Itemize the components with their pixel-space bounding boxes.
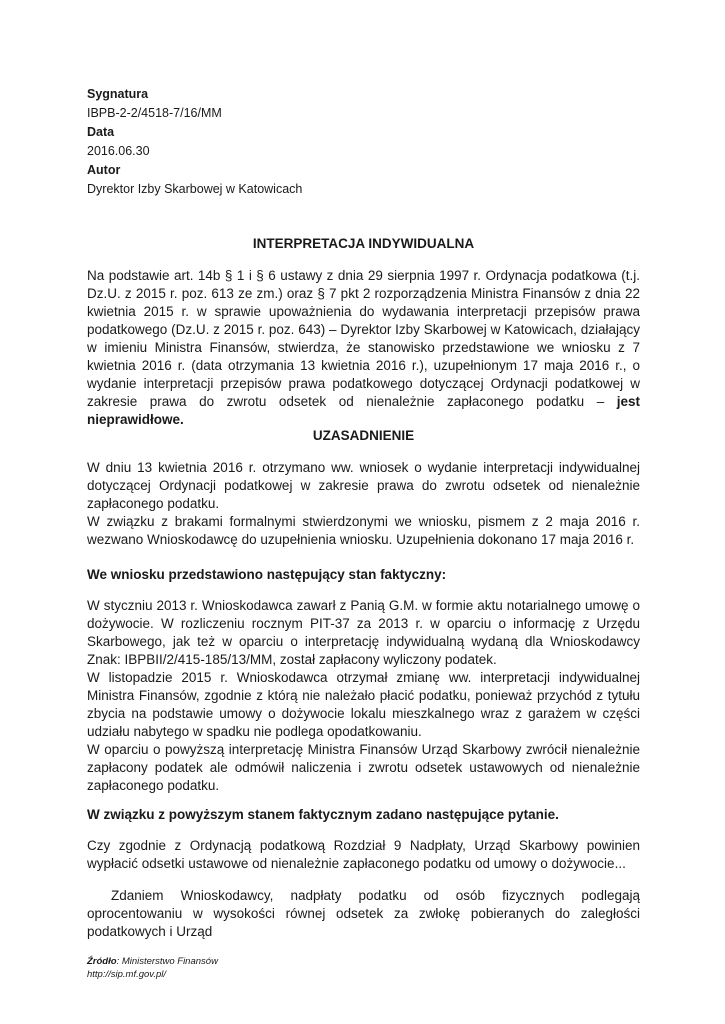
sygnatura-value: IBPB-2-2/4518-7/16/MM [87, 106, 222, 120]
stan-section [87, 597, 640, 795]
source-url: http://sip.mf.gov.pl/ [87, 969, 167, 980]
stan-heading: We wniosku przedstawiono następujący stan faktyczny: [87, 567, 447, 582]
data-value: 2016.06.30 [87, 144, 150, 158]
document-title: INTERPRETACJA INDYWIDUALNA [252, 236, 475, 251]
intro-text: Na podstawie art. 14b § 1 i § 6 ustawy z dnia 29 sierpnia 1997 r. Ordynacja podatkowa (t.j. Dz.U. z 2015 r. poz. 613 ze zm.) oraz § 7 pkt 2 rozporządzenia Ministra Finansów z dnia 22 kwietnia 2015 r. w sprawie upoważnienia do wydawania interpretacji przepisów prawa podatkowego (Dz.U. z 2015 r. poz. 643) – Dyrektor Izby Skarbowej w Katowicach, działający w imieniu Ministra Finansów, stwierdza, że stanowisko przedstawione we wniosku z 7 kwietnia 2016 r. (data otrzymania 13 kwietnia 2016 r.), uzupełnionym 17 maja 2016 r., o wydanie interpretacji przepisów prawa podatkowego dotyczącej Ordynacji podatkowej w zakresie prawa do zwrotu odsetek od nienależnie zapłaconego podatku – [87, 268, 640, 409]
uzasadnienie-paragraph: W związku z brakami formalnymi stwierdzonymi we wniosku, pismem z 2 maja 2016 r. wezwano Wnioskodawcę do uzupełnienia wniosku. Uzupełnienia dokonano 17 maja 2016 r. [87, 514, 640, 547]
stan-paragraph: W oparciu o powyższą interpretację Ministra Finansów Urząd Skarbowy zwrócił nienależnie zapłacony podatek ale odmówił naliczenia i zwrotu odsetek ustawowych od nienależnie zapłaconego podatku. [87, 742, 640, 793]
autor-value: Dyrektor Izby Skarbowej w Katowicach [87, 182, 303, 196]
pytanie-paragraph: Czy zgodnie z Ordynacją podatkową Rozdział 9 Nadpłaty, Urząd Skarbowy powinien wypłacić odsetki ustawowe od nienależnie zapłaconego podatku od umowy o dożywocie... [87, 838, 640, 871]
source-value: : Ministerstwo Finansów [116, 956, 218, 967]
uzasadnienie-paragraph: W dniu 13 kwietnia 2016 r. otrzymano ww. wniosek o wydanie interpretacji indywidualnej dotyczącej Ordynacji podatkowej w zakresie prawa do zwrotu odsetek od nienależnie zapłaconego podatku. [87, 460, 640, 511]
intro-verdict: jest nieprawidłowe. [87, 394, 640, 427]
metadata-block [87, 85, 302, 199]
sygnatura-label: Sygnatura [87, 87, 149, 101]
autor-label: Autor [87, 163, 121, 177]
uzasadnienie-section [87, 459, 640, 549]
intro-paragraph [87, 267, 640, 429]
source-label: Źródło [87, 956, 117, 967]
source-footer [87, 955, 218, 981]
pytanie-heading: W związku z powyższym stanem faktycznym zadano następujące pytanie. [87, 807, 559, 822]
uzasadnienie-heading: UZASADNIENIE [312, 428, 415, 443]
stanowisko-paragraph: Zdaniem Wnioskodawcy, nadpłaty podatku od osób fizycznych podlegają oprocentowaniu w wysokości równej odsetek za zwłokę pobieranych do zaległości podatkowych i Urząd [87, 888, 640, 939]
stan-paragraph: W listopadzie 2015 r. Wnioskodawca otrzymał zmianę ww. interpretacji indywidualnej Ministra Finansów, zgodnie z którą nie należało płacić podatku, ponieważ przychód z tytułu zbycia na podstawie umowy o dożywocie lokalu mieszkalnego wraz z garażem w części udziału nabytego w spadku nie podlega opodatkowaniu. [87, 670, 640, 739]
stan-paragraph: W styczniu 2013 r. Wnioskodawca zawarł z Panią G.M. w formie aktu notarialnego umowę o dożywocie. W rozliczeniu rocznym PIT-37 za 2013 r. w oparciu o informację z Urzędu Skarbowego, jak też w oparciu o interpretację indywidualną wydaną dla Wnioskodawcy Znak: IBPBII/2/415-185/13/MM, został zapłacony wyliczony podatek. [87, 598, 640, 667]
data-label: Data [87, 125, 115, 139]
